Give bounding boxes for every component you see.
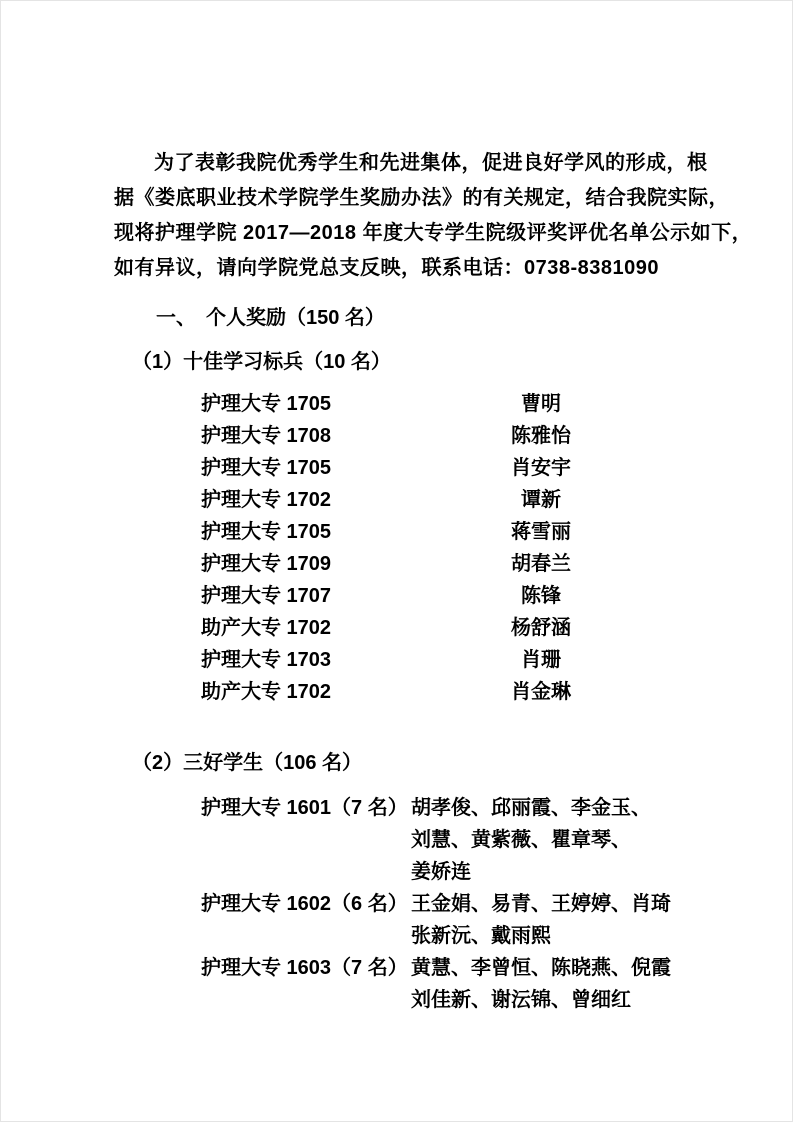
table-row [201, 420, 752, 452]
student-name: 陈锋 [521, 585, 561, 607]
student-name: 胡春兰 [511, 553, 571, 575]
student-names-line: 刘佳新、谢沄锦、曾细红 [411, 989, 631, 1011]
table-row [201, 792, 752, 888]
document-content [1, 1, 792, 1016]
class-label: 护理大专 1601（7 名） [201, 797, 408, 819]
student-names-line: 姜娇连 [411, 861, 471, 883]
table-row [201, 548, 752, 580]
student-name: 曹明 [521, 393, 561, 415]
intro-line-2: 据《娄底职业技术学院学生奖励办法》的有关规定，结合我院实际， [114, 187, 729, 209]
student-name: 肖金琳 [511, 681, 571, 703]
table-row [201, 644, 752, 676]
student-name: 谭新 [521, 489, 561, 511]
section1-heading: 一、 个人奖励（150 名） [156, 307, 385, 329]
class-label: 护理大专 1705 [201, 521, 332, 543]
student-name: 肖珊 [521, 649, 561, 671]
student-names-line: 刘慧、黄紫薇、瞿章琴、 [411, 829, 631, 851]
student-name: 杨舒涵 [511, 617, 571, 639]
merit-students-list [114, 792, 752, 1016]
student-name: 陈雅怡 [511, 425, 571, 447]
section1-subheading: （1）十佳学习标兵（10 名） [132, 351, 391, 373]
student-name: 肖安宇 [511, 457, 571, 479]
student-name: 蒋雪丽 [511, 521, 571, 543]
student-names-line: 张新沅、戴雨熙 [411, 925, 551, 947]
student-names-line: 黄慧、李曾恒、陈晓燕、倪霞 [411, 957, 671, 979]
class-label: 护理大专 1703 [201, 649, 332, 671]
intro-line-1: 为了表彰我院优秀学生和先进集体，促进良好学风的形成，根 [154, 152, 708, 174]
class-label: 护理大专 1602（6 名） [201, 893, 408, 915]
student-names [411, 792, 651, 888]
table-row [201, 952, 752, 1016]
student-names-line: 胡孝俊、邱丽霞、李金玉、 [411, 797, 651, 819]
table-row [201, 388, 752, 420]
table-row [201, 516, 752, 548]
class-label: 护理大专 1707 [201, 585, 332, 607]
intro-paragraph [114, 146, 752, 286]
table-row [201, 580, 752, 612]
table-row [201, 676, 752, 708]
class-label: 护理大专 1709 [201, 553, 332, 575]
section2-subheading: （2）三好学生（106 名） [132, 752, 363, 774]
class-label: 护理大专 1702 [201, 489, 332, 511]
class-label: 助产大专 1702 [201, 681, 332, 703]
table-row [201, 484, 752, 516]
student-names-line: 王金娟、易青、王婷婷、肖琦 [411, 893, 671, 915]
class-label: 护理大专 1603（7 名） [201, 957, 408, 979]
intro-line-3: 现将护理学院 2017—2018 年度大专学生院级评奖评优名单公示如下， [114, 222, 753, 244]
class-label: 护理大专 1705 [201, 457, 332, 479]
class-label: 护理大专 1705 [201, 393, 332, 415]
student-names [411, 952, 671, 1016]
table-row [201, 612, 752, 644]
table-row [201, 452, 752, 484]
table-row [201, 888, 752, 952]
intro-line-4: 如有异议，请向学院党总支反映，联系电话：0738-8381090 [114, 257, 660, 279]
student-names [411, 888, 671, 952]
class-label: 助产大专 1702 [201, 617, 332, 639]
top-students-list [114, 388, 752, 708]
class-label: 护理大专 1708 [201, 425, 332, 447]
